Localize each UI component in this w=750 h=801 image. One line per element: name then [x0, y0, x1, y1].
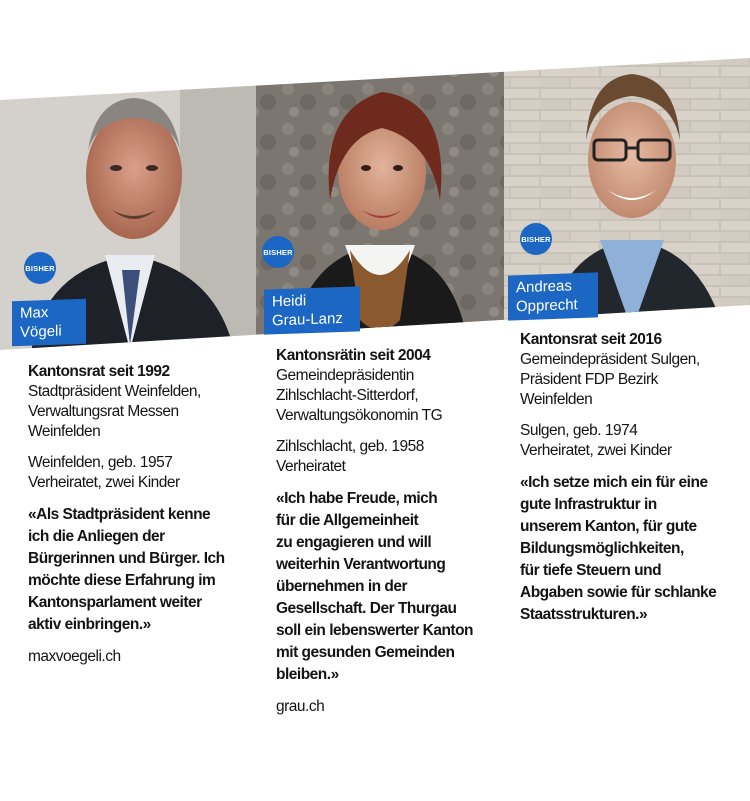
- role-line: Weinfelden: [28, 423, 101, 440]
- namebox-andreas: [508, 272, 598, 320]
- role-line: Gemeindepräsidentin: [276, 367, 414, 384]
- quote-line: Bildungsmöglichkeiten,: [520, 540, 684, 557]
- office-title: Kantonsrätin seit 2004: [276, 347, 431, 364]
- residence: Zihlschlacht, geb. 1958: [276, 438, 424, 455]
- quote-line: «Ich habe Freude, mich: [276, 490, 438, 507]
- quote-line: Bürgerinnen und Bürger. Ich: [28, 550, 225, 567]
- quote-line: Gesellschaft. Der Thurgau: [276, 600, 457, 617]
- role-line: Gemeindepräsident Sulgen,: [520, 351, 700, 368]
- role-line: Weinfelden: [520, 391, 593, 408]
- bisher-badge-heidi: BISHER: [262, 236, 294, 268]
- profile-heidi-grau-lanz: [276, 346, 508, 717]
- family: Verheiratet, zwei Kinder: [520, 442, 672, 459]
- quote-line: weiterhin Verantwortung: [276, 556, 446, 573]
- name-last: Vögeli: [20, 322, 62, 342]
- name-first: Heidi: [272, 292, 307, 311]
- role-line: Stadtpräsident Weinfelden,: [28, 383, 201, 400]
- namebox-heidi: [264, 286, 360, 334]
- bisher-badge-max: BISHER: [24, 252, 56, 284]
- profile-max-voegeli: [28, 362, 260, 667]
- profile-andreas-opprecht: [520, 330, 745, 626]
- quote-line: bleiben.»: [276, 666, 339, 683]
- role-line: Präsident FDP Bezirk: [520, 371, 658, 388]
- role-line: Verwaltungsrat Messen: [28, 403, 179, 420]
- quote-line: möchte diese Erfahrung im: [28, 572, 216, 589]
- quote-line: für tiefe Steuern und: [520, 562, 662, 579]
- role-line: Verwaltungsökonomin TG: [276, 407, 443, 424]
- office-title: Kantonsrat seit 2016: [520, 331, 662, 348]
- role-line: Zihlschlacht-Sitterdorf,: [276, 387, 419, 404]
- quote-line: unserem Kanton, für gute: [520, 518, 697, 535]
- quote-line: übernehmen in der: [276, 578, 408, 595]
- residence: Sulgen, geb. 1974: [520, 422, 638, 439]
- family: Verheiratet: [276, 458, 346, 475]
- quote-line: Kantonsparlament weiter: [28, 594, 202, 611]
- name-last: Opprecht: [516, 296, 578, 316]
- name-last: Grau-Lanz: [272, 309, 343, 330]
- namebox-max: [12, 299, 86, 347]
- quote-line: aktiv einbringen.»: [28, 616, 151, 633]
- name-first: Andreas: [516, 277, 572, 297]
- website-link[interactable]: grau.ch: [276, 698, 325, 715]
- quote-line: Staatsstrukturen.»: [520, 606, 648, 623]
- quote-line: «Ich setze mich ein für eine: [520, 474, 708, 491]
- residence: Weinfelden, geb. 1957: [28, 454, 173, 471]
- quote-line: zu engagieren und will: [276, 534, 432, 551]
- family: Verheiratet, zwei Kinder: [28, 474, 180, 491]
- quote-line: für die Allgemeinheit: [276, 512, 419, 529]
- quote-line: ich die Anliegen der: [28, 528, 165, 545]
- bisher-badge-andreas: BISHER: [520, 223, 552, 255]
- website-link[interactable]: maxvoegeli.ch: [28, 648, 121, 665]
- quote-line: mit gesunden Gemeinden: [276, 644, 455, 661]
- quote-line: gute Infrastruktur in: [520, 496, 657, 513]
- quote-line: «Als Stadtpräsident kenne: [28, 506, 211, 523]
- office-title: Kantonsrat seit 1992: [28, 363, 170, 380]
- quote-line: Abgaben sowie für schlanke: [520, 584, 717, 601]
- quote-line: soll ein lebenswerter Kanton: [276, 622, 474, 639]
- name-first: Max: [20, 304, 49, 323]
